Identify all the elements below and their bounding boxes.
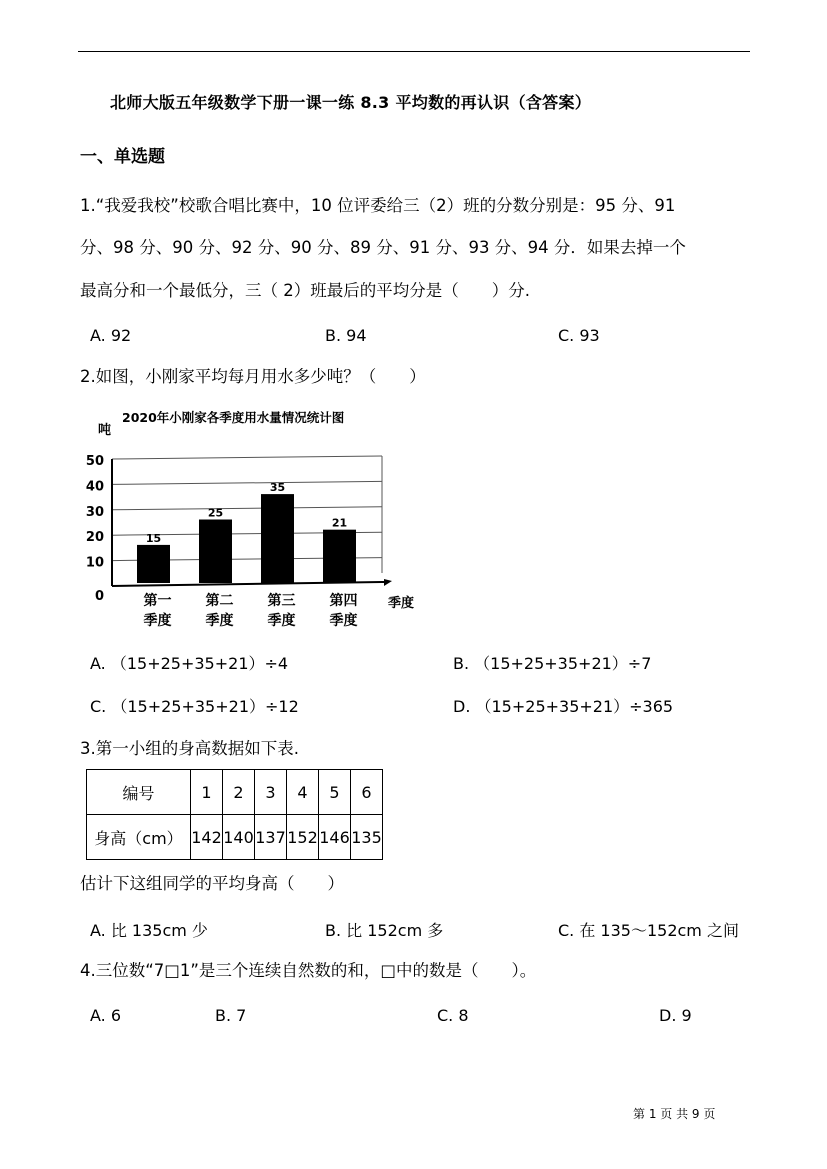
table-cell: 140 <box>223 815 255 860</box>
y-tick-label: 20 <box>85 530 104 546</box>
x-category-label: 季度 <box>205 613 234 629</box>
table-header-row <box>87 770 383 815</box>
q1-option-b[interactable]: B. 94 <box>325 326 367 345</box>
y-tick-label: 30 <box>85 504 104 520</box>
gridline <box>112 481 382 484</box>
bar-value-label: 15 <box>145 531 162 545</box>
page-footer: 第 1 页 共 9 页 <box>633 1107 716 1121</box>
table-cell: 135 <box>351 815 383 860</box>
table-cell: 3 <box>255 770 287 815</box>
table-cell: 5 <box>319 770 351 815</box>
q2-option-a[interactable]: A. （15+25+35+21）÷4 <box>90 654 289 673</box>
q4-option-a[interactable]: A. 6 <box>90 1006 122 1025</box>
y-tick-label: 0 <box>94 589 104 604</box>
table-cell: 142 <box>191 815 223 860</box>
bar <box>137 545 170 583</box>
q1-line-1: 1.“我爱我校”校歌合唱比赛中，10 位评委给三（2）班的分数分别是：95 分、91 <box>80 196 676 215</box>
gridline <box>112 456 382 459</box>
q1-line-3: 最高分和一个最低分，三（ 2）班最后的平均分是（ ）分. <box>80 281 530 300</box>
q1-option-a[interactable]: A. 92 <box>90 326 132 345</box>
q4-option-d[interactable]: D. 9 <box>659 1006 692 1025</box>
q2-option-d[interactable]: D. （15+25+35+21）÷365 <box>453 697 674 716</box>
x-category-label: 季度 <box>267 613 296 629</box>
water-usage-bar-chart <box>80 400 430 640</box>
bar <box>323 530 356 583</box>
chart-x-label: 季度 <box>388 596 415 611</box>
x-category-label: 季度 <box>143 613 172 629</box>
height-table <box>86 769 383 860</box>
table-cell: 身高（cm） <box>87 815 191 860</box>
table-cell: 146 <box>319 815 351 860</box>
table-cell: 2 <box>223 770 255 815</box>
table-cell: 137 <box>255 815 287 860</box>
page-title: 北师大版五年级数学下册一课一练 8.3 平均数的再认识（含答案） <box>110 93 592 112</box>
q3-text: 3.第一小组的身高数据如下表. <box>80 739 299 758</box>
q1-option-c[interactable]: C. 93 <box>558 326 600 345</box>
x-category-label: 第一 <box>143 593 172 609</box>
x-category-label: 季度 <box>329 613 358 629</box>
x-category-label: 第三 <box>267 593 296 609</box>
header-rule <box>78 51 750 52</box>
bar-value-label: 35 <box>269 481 286 495</box>
q3-question: 估计下这组同学的平均身高（ ） <box>80 874 344 893</box>
table-cell: 6 <box>351 770 383 815</box>
x-category-label: 第二 <box>205 593 234 609</box>
bar-value-label: 21 <box>331 516 348 530</box>
table-row <box>87 815 383 860</box>
chart-y-unit: 吨 <box>98 423 112 438</box>
table-cell: 1 <box>191 770 223 815</box>
section-heading: 一、单选题 <box>80 147 165 167</box>
y-tick-label: 40 <box>85 479 104 495</box>
y-tick-label: 50 <box>85 454 104 469</box>
x-axis-arrow <box>384 579 392 586</box>
q2-option-c[interactable]: C. （15+25+35+21）÷12 <box>90 697 299 716</box>
q4-option-c[interactable]: C. 8 <box>437 1006 469 1025</box>
table-cell: 4 <box>287 770 319 815</box>
q3-option-b[interactable]: B. 比 152cm 多 <box>325 921 444 940</box>
x-category-label: 第四 <box>329 593 358 609</box>
q2-text: 2.如图，小刚家平均每月用水多少吨？（ ） <box>80 367 426 386</box>
table-cell: 编号 <box>87 770 191 815</box>
bar <box>261 494 294 583</box>
q1-line-2: 分、98 分、90 分、92 分、90 分、89 分、91 分、93 分、94 分．如果去掉一个 <box>80 238 686 257</box>
table-cell: 152 <box>287 815 319 860</box>
q4-option-b[interactable]: B. 7 <box>215 1006 247 1025</box>
chart-title: 2020年小刚家各季度用水量情况统计图 <box>122 410 345 425</box>
bar-value-label: 25 <box>207 506 224 520</box>
y-tick-label: 10 <box>85 555 104 571</box>
q3-option-a[interactable]: A. 比 135cm 少 <box>90 921 208 940</box>
q2-option-b[interactable]: B. （15+25+35+21）÷7 <box>453 654 652 673</box>
q4-text: 4.三位数“7□1”是三个连续自然数的和，□中的数是（ ）。 <box>80 961 537 980</box>
gridline <box>112 507 382 510</box>
q3-option-c[interactable]: C. 在 135～152cm 之间 <box>558 921 739 940</box>
bar <box>199 520 232 584</box>
